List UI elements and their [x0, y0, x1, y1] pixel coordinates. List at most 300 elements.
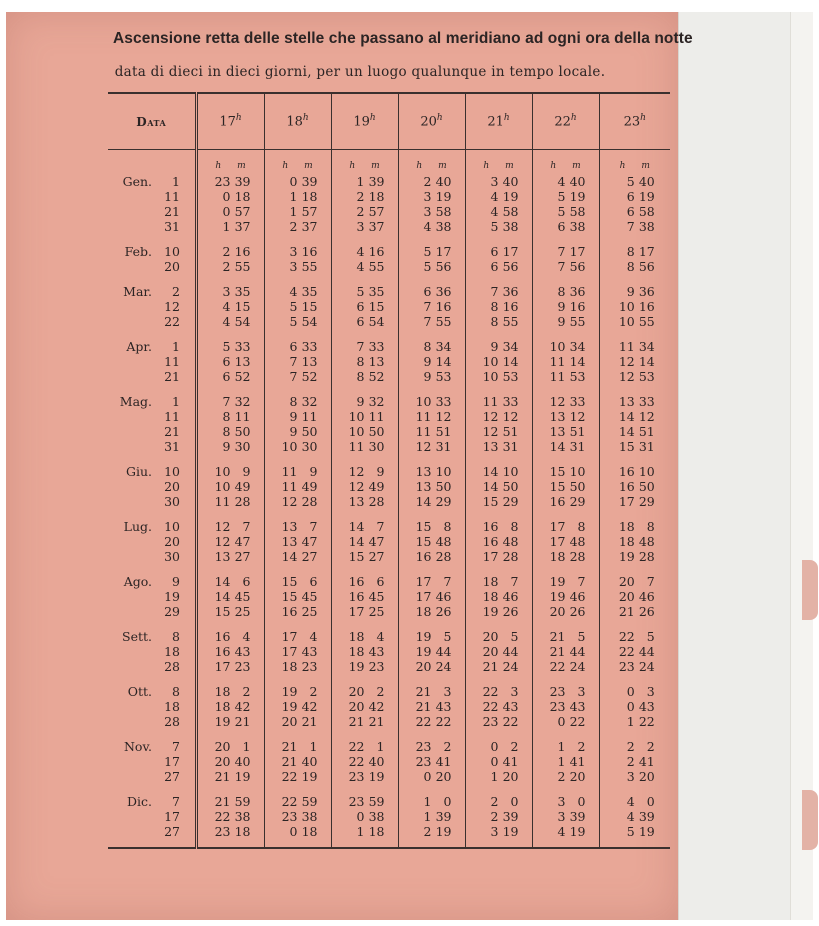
hour-cell	[465, 517, 532, 572]
header-date: Data	[108, 93, 196, 150]
ra-value: 18 48	[618, 534, 655, 549]
date-cell	[108, 572, 196, 627]
ra-value: 10 30	[281, 439, 318, 454]
month-label	[108, 824, 156, 839]
ra-value: 13 27	[214, 549, 251, 564]
hour-cell	[532, 462, 599, 517]
month-label: Nov.	[123, 739, 152, 754]
ra-value: 23 59	[348, 794, 385, 809]
ra-value: 2 19	[423, 824, 452, 839]
hour-cell	[331, 627, 398, 682]
day-label: 19	[164, 589, 180, 604]
ra-value: 8 55	[490, 314, 519, 329]
ra-value: 20 44	[482, 644, 519, 659]
month-label	[108, 204, 156, 219]
ra-value: 11 51	[415, 424, 452, 439]
ra-value: 22 59	[281, 794, 318, 809]
ra-value: 8 17	[626, 244, 655, 259]
page-subtitle: data di dieci in dieci giorni, per un luogo qualunque in tempo locale.	[114, 64, 606, 80]
month-label: Apr.	[126, 339, 152, 354]
ra-value: 18 43	[348, 644, 385, 659]
ra-value: 10 11	[348, 409, 385, 424]
ra-value: 10 53	[482, 369, 519, 384]
ra-value: 6 58	[626, 204, 655, 219]
month-row	[108, 627, 670, 682]
header-hour: 17$^h$	[196, 93, 264, 150]
month-row	[108, 682, 670, 737]
ra-value: 3 40	[490, 174, 519, 189]
header-hour: 18$^h$	[264, 93, 331, 150]
ra-value: 13 50	[415, 479, 452, 494]
ra-value: 15 48	[415, 534, 452, 549]
ra-value: 9 50	[289, 424, 318, 439]
ra-value: 17 43	[281, 644, 318, 659]
hour-cell	[599, 282, 670, 337]
ra-value: 3 55	[289, 259, 318, 274]
ra-value: 2 37	[289, 219, 318, 234]
month-label	[108, 219, 156, 234]
ra-value: 20 1	[214, 739, 251, 754]
header-hour: 21$^h$	[465, 93, 532, 150]
month-label: Feb.	[124, 244, 152, 259]
ra-value: 9 11	[289, 409, 318, 424]
ra-value: 10 14	[482, 354, 519, 369]
ra-value: 11 53	[549, 369, 586, 384]
ra-value: 4 55	[356, 259, 385, 274]
month-label: Ott.	[127, 684, 152, 699]
month-label	[108, 659, 156, 674]
ra-value: 5 19	[557, 189, 586, 204]
ra-value: 1 18	[289, 189, 318, 204]
ra-value: 3 0	[557, 794, 586, 809]
hour-cell	[599, 737, 670, 792]
month-row	[108, 242, 670, 282]
ra-value: 14 47	[348, 534, 385, 549]
ra-value: 17 25	[348, 604, 385, 619]
header-hour: 22$^h$	[532, 93, 599, 150]
ra-value: 9 14	[423, 354, 452, 369]
hour-cell	[465, 462, 532, 517]
ra-value: 18 8	[618, 519, 655, 534]
units-cell: h m	[398, 150, 465, 173]
ra-value: 21 59	[214, 794, 251, 809]
ra-value: 22 19	[281, 769, 318, 784]
ra-value: 2 16	[222, 244, 251, 259]
ra-value: 20 42	[348, 699, 385, 714]
ra-value: 2 18	[356, 189, 385, 204]
hour-cell	[264, 682, 331, 737]
ra-value: 2 2	[626, 739, 655, 754]
hour-cell	[196, 737, 264, 792]
hour-cell	[196, 792, 264, 848]
hour-cell	[196, 682, 264, 737]
hour-cell	[599, 572, 670, 627]
ra-value: 9 16	[557, 299, 586, 314]
month-label	[108, 439, 156, 454]
ra-value: 22 22	[415, 714, 452, 729]
hour-cell	[196, 392, 264, 462]
units-cell: h m	[264, 150, 331, 173]
hour-cell	[398, 462, 465, 517]
ra-value: 15 31	[618, 439, 655, 454]
ra-value: 23 41	[415, 754, 452, 769]
ra-value: 21 40	[281, 754, 318, 769]
ra-value: 22 40	[348, 754, 385, 769]
month-row	[108, 572, 670, 627]
ra-value: 16 28	[415, 549, 452, 564]
hour-cell	[264, 627, 331, 682]
ra-value: 0 57	[222, 204, 251, 219]
ra-value: 4 38	[423, 219, 452, 234]
day-label: 17	[164, 809, 180, 824]
ra-value: 8 34	[423, 339, 452, 354]
ra-value: 17 7	[415, 574, 452, 589]
ra-value: 10 16	[618, 299, 655, 314]
day-label: 21	[164, 369, 180, 384]
ra-value: 17 28	[482, 549, 519, 564]
ra-value: 12 28	[281, 494, 318, 509]
hour-cell	[532, 572, 599, 627]
ra-value: 23 24	[618, 659, 655, 674]
header-hour: 23$^h$	[599, 93, 670, 150]
ra-value: 18 42	[214, 699, 251, 714]
hour-cell	[264, 172, 331, 242]
ra-value: 11 49	[281, 479, 318, 494]
ra-value: 21 3	[415, 684, 452, 699]
ra-value: 23 2	[415, 739, 452, 754]
ra-value: 8 50	[222, 424, 251, 439]
day-label: 1	[172, 174, 180, 189]
ra-value: 21 19	[214, 769, 251, 784]
hour-cell	[398, 337, 465, 392]
ra-value: 22 1	[348, 739, 385, 754]
hour-cell	[331, 572, 398, 627]
ra-value: 2 39	[490, 809, 519, 824]
hour-cell	[532, 517, 599, 572]
hour-cell	[532, 172, 599, 242]
ra-value: 14 50	[482, 479, 519, 494]
day-label: 21	[164, 204, 180, 219]
month-label	[108, 424, 156, 439]
ra-value: 19 42	[281, 699, 318, 714]
ra-value: 16 50	[618, 479, 655, 494]
ra-value: 12 33	[549, 394, 586, 409]
day-label: 21	[164, 424, 180, 439]
ra-value: 5 58	[557, 204, 586, 219]
ra-value: 3 35	[222, 284, 251, 299]
ra-value: 15 6	[281, 574, 318, 589]
day-label: 11	[164, 189, 180, 204]
ra-value: 4 40	[557, 174, 586, 189]
ra-value: 5 35	[356, 284, 385, 299]
day-label: 8	[172, 684, 180, 699]
page-title: Ascensione retta delle stelle che passano al meridiano ad ogni ora della notte	[113, 30, 693, 47]
hour-cell	[465, 737, 532, 792]
ra-value: 15 29	[482, 494, 519, 509]
day-label: 30	[164, 494, 180, 509]
hour-cell	[532, 392, 599, 462]
day-label: 2	[172, 284, 180, 299]
hour-cell	[465, 792, 532, 848]
ra-value: 2 55	[222, 259, 251, 274]
month-label: Lug.	[123, 519, 152, 534]
hour-cell	[331, 792, 398, 848]
month-row	[108, 517, 670, 572]
ra-value: 18 26	[415, 604, 452, 619]
ra-value: 15 8	[415, 519, 452, 534]
ra-value: 19 21	[214, 714, 251, 729]
hour-cell	[398, 682, 465, 737]
month-label	[108, 479, 156, 494]
ra-value: 3 19	[423, 189, 452, 204]
month-label	[108, 754, 156, 769]
ra-value: 23 22	[482, 714, 519, 729]
ra-value: 8 56	[626, 259, 655, 274]
hour-cell	[196, 627, 264, 682]
ra-value: 12 49	[348, 479, 385, 494]
hour-cell	[398, 627, 465, 682]
ra-value: 17 46	[415, 589, 452, 604]
month-row	[108, 462, 670, 517]
ra-value: 7 33	[356, 339, 385, 354]
hour-cell	[264, 282, 331, 337]
date-cell	[108, 737, 196, 792]
ra-value: 23 18	[214, 824, 251, 839]
hour-cell	[599, 627, 670, 682]
ra-value: 7 13	[289, 354, 318, 369]
ra-value: 1 20	[490, 769, 519, 784]
ra-value: 14 7	[348, 519, 385, 534]
ra-value: 11 14	[549, 354, 586, 369]
hour-cell	[331, 337, 398, 392]
ra-value: 1 18	[356, 824, 385, 839]
ra-value: 22 3	[482, 684, 519, 699]
ra-value: 4 39	[626, 809, 655, 824]
page-tab	[802, 790, 818, 850]
units-cell: h m	[331, 150, 398, 173]
ra-value: 16 4	[214, 629, 251, 644]
ra-value: 17 23	[214, 659, 251, 674]
ra-value: 14 31	[549, 439, 586, 454]
hour-cell	[196, 282, 264, 337]
ra-value: 2 41	[626, 754, 655, 769]
ra-value: 16 10	[618, 464, 655, 479]
ra-value: 14 45	[214, 589, 251, 604]
hour-cell	[532, 737, 599, 792]
month-label: Dic.	[127, 794, 152, 809]
hour-cell	[398, 392, 465, 462]
ra-value: 12 14	[618, 354, 655, 369]
ra-value: 13 7	[281, 519, 318, 534]
ra-value: 12 7	[214, 519, 251, 534]
ra-value: 13 10	[415, 464, 452, 479]
ra-value: 1 37	[222, 219, 251, 234]
ra-value: 10 50	[348, 424, 385, 439]
ra-value: 23 19	[348, 769, 385, 784]
ra-value: 18 7	[482, 574, 519, 589]
ra-value: 4 54	[222, 314, 251, 329]
month-label	[108, 354, 156, 369]
hour-cell	[599, 517, 670, 572]
ra-value: 7 16	[423, 299, 452, 314]
ra-value: 18 46	[482, 589, 519, 604]
ra-value: 17 8	[549, 519, 586, 534]
hour-cell	[465, 392, 532, 462]
date-cell	[108, 682, 196, 737]
ra-value: 9 36	[626, 284, 655, 299]
ra-value: 0 20	[423, 769, 452, 784]
hour-cell	[331, 517, 398, 572]
ra-value: 14 27	[281, 549, 318, 564]
ra-value: 6 15	[356, 299, 385, 314]
ra-value: 19 7	[549, 574, 586, 589]
ra-value: 11 28	[214, 494, 251, 509]
ra-value: 23 3	[549, 684, 586, 699]
ra-value: 20 46	[618, 589, 655, 604]
ra-value: 11 34	[618, 339, 655, 354]
ra-value: 8 52	[356, 369, 385, 384]
ra-value: 0 18	[222, 189, 251, 204]
day-label: 27	[164, 769, 180, 784]
ra-value: 2 0	[490, 794, 519, 809]
ra-value: 13 33	[618, 394, 655, 409]
month-row	[108, 282, 670, 337]
hour-cell	[331, 737, 398, 792]
ra-value: 7 52	[289, 369, 318, 384]
ra-value: 19 46	[549, 589, 586, 604]
ra-value: 12 12	[482, 409, 519, 424]
ra-value: 4 58	[490, 204, 519, 219]
units-cell: h m	[532, 150, 599, 173]
ra-value: 7 55	[423, 314, 452, 329]
hour-cell	[599, 792, 670, 848]
ra-value: 19 5	[415, 629, 452, 644]
ra-value: 5 15	[289, 299, 318, 314]
ra-value: 7 56	[557, 259, 586, 274]
hour-cell	[196, 572, 264, 627]
ra-value: 1 22	[626, 714, 655, 729]
ra-value: 13 31	[482, 439, 519, 454]
month-label	[108, 589, 156, 604]
ra-value: 9 30	[222, 439, 251, 454]
ra-value: 10 49	[214, 479, 251, 494]
ra-value: 8 36	[557, 284, 586, 299]
ra-value: 14 12	[618, 409, 655, 424]
ra-value: 13 12	[549, 409, 586, 424]
hour-cell	[398, 172, 465, 242]
ra-value: 4 16	[356, 244, 385, 259]
ra-value: 13 51	[549, 424, 586, 439]
hour-cell	[196, 242, 264, 282]
ra-value: 17 4	[281, 629, 318, 644]
ra-value: 15 50	[549, 479, 586, 494]
month-row	[108, 737, 670, 792]
ra-value: 0 41	[490, 754, 519, 769]
day-label: 8	[172, 629, 180, 644]
hour-cell	[599, 242, 670, 282]
ra-value: 14 10	[482, 464, 519, 479]
units-cell: h m	[196, 150, 264, 173]
ra-value: 7 36	[490, 284, 519, 299]
ra-value: 19 28	[618, 549, 655, 564]
ra-value: 3 39	[557, 809, 586, 824]
header-hour: 19$^h$	[331, 93, 398, 150]
ra-value: 4 19	[557, 824, 586, 839]
ra-value: 21 43	[415, 699, 452, 714]
date-cell	[108, 627, 196, 682]
day-label: 1	[172, 339, 180, 354]
ra-value: 19 44	[415, 644, 452, 659]
ra-value: 6 13	[222, 354, 251, 369]
month-label	[108, 314, 156, 329]
ra-value: 1 57	[289, 204, 318, 219]
ra-value: 16 25	[281, 604, 318, 619]
ra-value: 16 6	[348, 574, 385, 589]
hour-cell	[465, 282, 532, 337]
hour-cell	[196, 172, 264, 242]
ra-value: 14 51	[618, 424, 655, 439]
hour-cell	[398, 792, 465, 848]
day-label: 31	[164, 219, 180, 234]
ra-value: 0 18	[289, 824, 318, 839]
day-label: 7	[172, 739, 180, 754]
ra-value: 12 9	[348, 464, 385, 479]
month-label: Giu.	[125, 464, 152, 479]
ra-value: 15 45	[281, 589, 318, 604]
month-label	[108, 769, 156, 784]
ra-value: 21 21	[348, 714, 385, 729]
hour-cell	[331, 282, 398, 337]
ra-value: 16 29	[549, 494, 586, 509]
date-cell	[108, 242, 196, 282]
ra-value: 18 4	[348, 629, 385, 644]
ra-value: 3 58	[423, 204, 452, 219]
ra-value: 0 38	[356, 809, 385, 824]
month-label: Ago.	[123, 574, 152, 589]
ra-value: 6 19	[626, 189, 655, 204]
ra-value: 3 16	[289, 244, 318, 259]
ra-value: 0 2	[490, 739, 519, 754]
hour-cell	[264, 462, 331, 517]
ra-value: 11 9	[281, 464, 318, 479]
hour-cell	[532, 337, 599, 392]
units-cell: h m	[465, 150, 532, 173]
ra-value: 21 5	[549, 629, 586, 644]
ra-value: 17 29	[618, 494, 655, 509]
ra-value: 20 2	[348, 684, 385, 699]
hour-cell	[264, 737, 331, 792]
month-label	[108, 714, 156, 729]
units-row	[108, 150, 670, 173]
day-label: 31	[164, 439, 180, 454]
month-label	[108, 189, 156, 204]
hour-cell	[196, 517, 264, 572]
ra-value: 3 37	[356, 219, 385, 234]
ra-value: 10 34	[549, 339, 586, 354]
ra-value: 12 31	[415, 439, 452, 454]
ra-value: 9 53	[423, 369, 452, 384]
ra-value: 1 39	[356, 174, 385, 189]
hour-cell	[264, 337, 331, 392]
ra-value: 18 28	[549, 549, 586, 564]
ra-value: 21 26	[618, 604, 655, 619]
ra-value: 15 27	[348, 549, 385, 564]
ra-value: 6 54	[356, 314, 385, 329]
day-label: 30	[164, 549, 180, 564]
units-cell: h m	[599, 150, 670, 173]
day-label: 18	[164, 699, 180, 714]
hour-cell	[532, 792, 599, 848]
